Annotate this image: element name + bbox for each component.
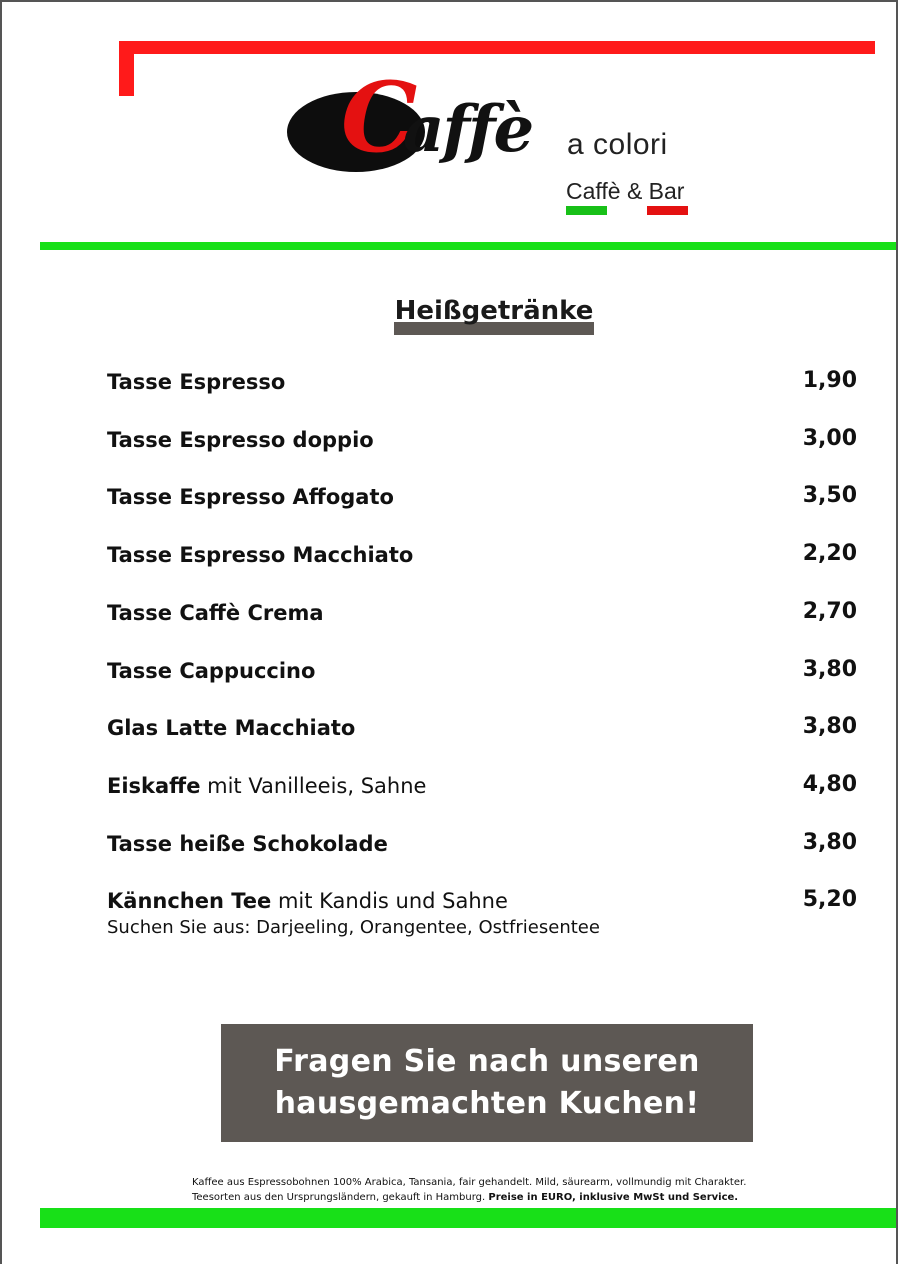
menu-item-name xyxy=(107,370,285,394)
flag-white xyxy=(607,206,648,215)
red-accent-corner xyxy=(119,41,134,96)
menu-item-title: Kännchen Tee xyxy=(107,889,272,913)
footnote-line-2 xyxy=(192,1190,832,1205)
section-heading xyxy=(394,296,594,340)
menu-item-price: 4,80 xyxy=(802,772,857,797)
promo-text xyxy=(274,1041,699,1125)
menu-item-name xyxy=(107,601,324,625)
red-accent-bar xyxy=(119,41,875,54)
flag-green xyxy=(566,206,607,215)
italian-flag-stripe xyxy=(566,206,688,215)
menu-item-name xyxy=(107,543,413,567)
menu-item-price: 3,80 xyxy=(802,830,857,855)
footnote-line-1: Kaffee aus Espressobohnen 100% Arabica, Tansania, fair gehandelt. Mild, säurearm, vollmundig mit Charakter. xyxy=(192,1177,747,1188)
footnote-price-note: Preise in EURO, inklusive MwSt und Service. xyxy=(488,1192,739,1203)
section-title: Heißgetränke xyxy=(394,296,594,326)
promo-banner xyxy=(221,1024,753,1142)
menu-item-price: 3,00 xyxy=(802,426,857,451)
menu-item-price: 5,20 xyxy=(802,887,857,912)
menu-item-price: 3,50 xyxy=(802,483,857,508)
flag-red xyxy=(647,206,688,215)
brand-logo xyxy=(285,61,705,220)
menu-item-name xyxy=(107,485,394,509)
menu-item-name xyxy=(107,774,426,798)
logo-word: affè xyxy=(403,92,533,167)
menu-item-name xyxy=(107,716,355,740)
menu-item-title: Tasse Espresso Macchiato xyxy=(107,543,414,567)
menu-item-title: Tasse heiße Schokolade xyxy=(107,832,388,856)
menu-item-price: 3,80 xyxy=(802,657,857,682)
logo-tagline: Caffè & Bar xyxy=(566,178,685,204)
menu-item-title: Tasse Espresso doppio xyxy=(107,428,374,452)
footnote xyxy=(192,1175,832,1205)
menu-item-name xyxy=(107,889,508,913)
menu-item-name xyxy=(107,659,315,683)
menu-item-price: 2,70 xyxy=(802,599,857,624)
menu-item-title: Tasse Espresso xyxy=(107,370,286,394)
menu-item-name xyxy=(107,428,374,452)
menu-item-description: mit Vanilleeis, Sahne xyxy=(200,774,427,798)
menu-item-title: Glas Latte Macchiato xyxy=(107,716,356,740)
menu-item-name xyxy=(107,832,388,856)
menu-item-price: 2,20 xyxy=(802,541,857,566)
menu-item-price: 3,80 xyxy=(802,714,857,739)
menu-item-title: Tasse Caffè Crema xyxy=(107,601,324,625)
menu-item-note: Suchen Sie aus: Darjeeling, Orangentee, Ostfriesentee xyxy=(107,917,600,938)
green-divider-bottom xyxy=(40,1208,896,1228)
promo-line-1: Fragen Sie nach unseren xyxy=(274,1044,700,1079)
menu-item-price: 1,90 xyxy=(802,368,857,393)
logo-subtitle: a colori xyxy=(567,128,668,161)
menu-item-title: Tasse Espresso Affogato xyxy=(107,485,394,509)
green-divider-top xyxy=(40,242,896,250)
menu-item-title: Tasse Cappuccino xyxy=(107,659,316,683)
menu-item-description: mit Kandis und Sahne xyxy=(271,889,508,913)
menu-item-title: Eiskaffe xyxy=(107,774,201,798)
logo-letter: C xyxy=(341,61,418,174)
footnote-line-2-text: Teesorten aus den Ursprungsländern, gekauft in Hamburg. xyxy=(192,1192,489,1203)
promo-line-2: hausgemachten Kuchen! xyxy=(274,1086,700,1121)
